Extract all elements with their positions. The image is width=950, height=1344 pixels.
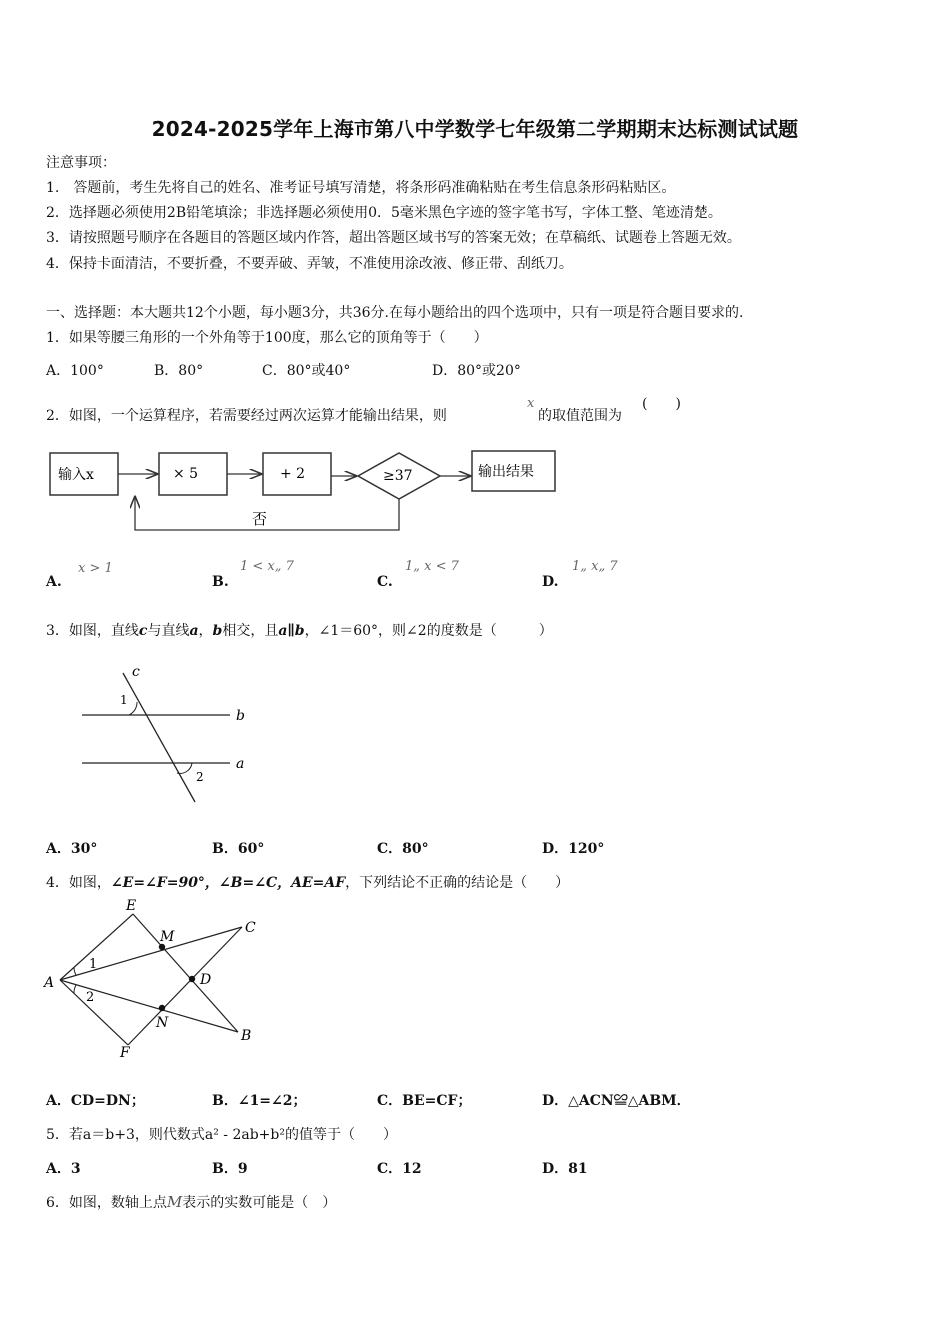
q2-option-a-value: x > 1 <box>78 561 113 576</box>
label-a: a <box>236 756 245 772</box>
page-title: 2024-2025学年上海市第八中学数学七年级第二学期期末达标测试试题 <box>151 117 799 141</box>
point-D <box>189 976 195 982</box>
q3-stem: 3．如图，直线c与直线a，b相交，且a∥b，∠1＝60°，则∠2的度数是（ ） <box>46 623 553 639</box>
point-N <box>159 1005 165 1011</box>
flow-input-label: 输入x <box>58 467 94 483</box>
seg-EB <box>133 914 238 1032</box>
q5-option-b: B．9 <box>212 1161 248 1177</box>
q4-figure <box>40 895 270 1065</box>
q4-option-a: A．CD=DN； <box>46 1093 145 1109</box>
q4-option-d: D．△ACN≌△ABM． <box>542 1093 691 1109</box>
q4-option-b: B．∠1=∠2； <box>212 1093 307 1109</box>
flow-no-label: 否 <box>252 510 268 528</box>
flow-times-label: × 5 <box>173 466 199 482</box>
label-D: D <box>200 972 212 988</box>
notice-item-2: 2．选择题必须使用2B铅笔填涂；非选择题必须使用0．5毫米黑色字迹的签字笔书写，字体工整、笔迹清楚。 <box>46 205 722 221</box>
label-1: 1 <box>120 693 128 707</box>
q1-option-c: C．80°或40° <box>262 363 351 379</box>
label-N: N <box>156 1015 169 1031</box>
q1-option-b: B．80° <box>154 363 204 379</box>
q4-stem: 4．如图，∠E=∠F=90°，∠B=∠C，AE=AF，下列结论不正确的结论是（ ） <box>46 875 570 891</box>
q5-option-a: A．3 <box>46 1161 81 1177</box>
q4-option-c: C．BE=CF； <box>377 1093 472 1109</box>
flow-output-label: 输出结果 <box>478 464 534 480</box>
q1-stem: 1．如果等腰三角形的一个外角等于100度，那么它的顶角等于（ ） <box>46 330 488 346</box>
q2-flowchart <box>40 445 570 535</box>
q6-stem: 6．如图，数轴上点M表示的实数可能是（ ） <box>46 1193 337 1211</box>
q2-option-d-label: D. <box>542 574 559 590</box>
line-c <box>123 673 195 802</box>
label-c: c <box>132 664 140 680</box>
section-heading: 一、选择题：本大题共12个小题，每小题3分，共36分.在每小题给出的四个选项中，只有一项是符合题目要求的. <box>46 305 744 321</box>
q1-option-d: D．80°或20° <box>432 363 521 379</box>
label-E: E <box>126 898 137 914</box>
q1-option-a: A．100° <box>46 363 104 379</box>
q2-paren: ( ) <box>642 396 681 412</box>
q3-option-a: A．30° <box>46 841 98 857</box>
label-b: b <box>236 708 245 724</box>
q3-figure <box>70 658 260 808</box>
notice-item-4: 4．保持卡面清洁，不要折叠，不要弄破、弄皱，不准使用涂改液、修正带、刮纸刀。 <box>46 256 573 272</box>
q2-option-b-value: 1 < x„ 7 <box>240 559 294 574</box>
q2-option-d-value: 1„ x„ 7 <box>572 559 618 574</box>
seg-FC <box>128 927 242 1045</box>
angle-2-arc <box>177 763 192 773</box>
q2-var: x <box>527 396 535 411</box>
label-M: M <box>160 929 175 945</box>
q3-option-d: D．120° <box>542 841 605 857</box>
q2-option-c-value: 1„ x < 7 <box>405 559 459 574</box>
angle-2-mark <box>74 985 76 993</box>
q5-stem: 5．若a＝b+3，则代数式a² - 2ab+b²的值等于（ ） <box>46 1127 397 1143</box>
label-A: A <box>44 975 55 991</box>
q2-option-b-label: B. <box>212 574 229 590</box>
q3-option-b: B．60° <box>212 841 265 857</box>
label-F: F <box>120 1045 130 1061</box>
q2-option-a-label: A. <box>46 574 62 590</box>
q5-option-d: D．81 <box>542 1161 588 1177</box>
q5-option-c: C．12 <box>377 1161 422 1177</box>
label-2: 2 <box>196 770 204 784</box>
label-C: C <box>245 920 256 936</box>
notice-item-1: 1. 答题前，考生先将自己的姓名、准考证号填写清楚，将条形码准确粘贴在考生信息条形码粘贴区。 <box>46 180 676 196</box>
q3-option-c: C．80° <box>377 841 429 857</box>
angle-1-arc <box>129 702 137 715</box>
label-angle-2: 2 <box>86 990 95 1005</box>
q2-stem-a: 2．如图，一个运算程序，若需要经过两次运算才能输出结果，则 <box>46 408 447 424</box>
q2-stem-b: 的取值范围为 <box>538 408 622 424</box>
label-angle-1: 1 <box>89 957 98 972</box>
label-B: B <box>241 1028 252 1044</box>
notice-item-3: 3．请按照题号顺序在各题目的答题区域内作答，超出答题区域书写的答案无效；在草稿纸、试题卷上答题无效。 <box>46 230 741 246</box>
notice-heading: 注意事项： <box>46 155 116 171</box>
flow-cond-label: ≥37 <box>383 468 413 484</box>
flow-plus-label: + 2 <box>280 466 306 482</box>
q2-option-c-label: C. <box>377 574 393 590</box>
angle-1-mark <box>74 967 76 975</box>
